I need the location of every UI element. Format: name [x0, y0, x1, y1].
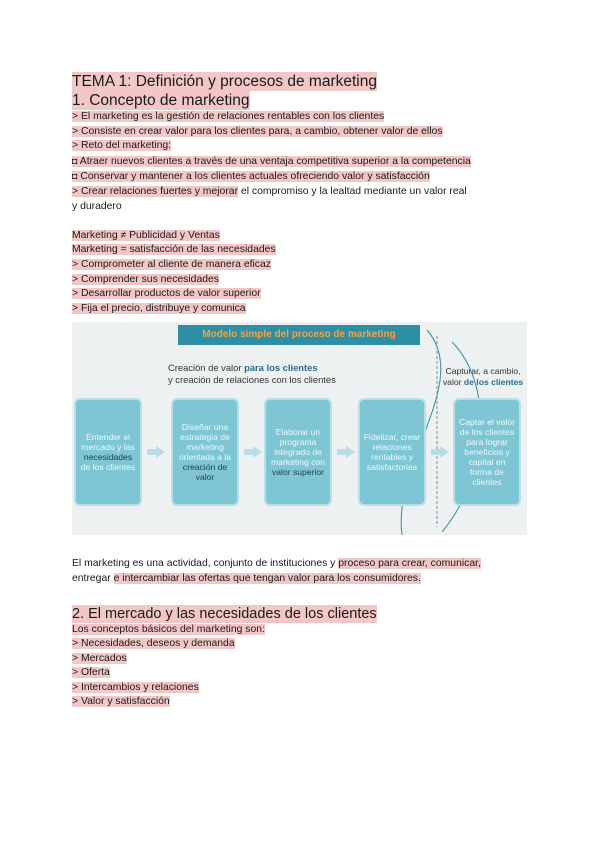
list-item: > Intercambios y relaciones: [72, 681, 199, 693]
concept-line: > Reto del marketing:: [72, 140, 172, 152]
arrow-icon: [253, 446, 262, 458]
definition-line: Marketing = satisfacción de las necesidades: [72, 244, 276, 256]
concept-line: > Consiste en crear valor para los clientes para, a cambio, obtener valor de ellos: [72, 125, 443, 137]
arrow-icon: [346, 446, 355, 458]
bullet-item: Atraer nuevos clientes a través de una ventaja competitiva superior a la competencia: [79, 155, 471, 167]
paragraph-text: entregar: [72, 572, 114, 584]
list-item: > Comprometer al cliente de manera eficaz: [72, 258, 271, 270]
list-item: > Valor y satisfacción: [72, 696, 170, 708]
diagram-title: Modelo simple del proceso de marketing: [178, 325, 420, 345]
create-value-caption: Creación de valor para los clientes y creación de relaciones con los clientes: [168, 362, 336, 386]
section-2-heading: 2. El mercado y las necesidades de los clientes: [72, 605, 377, 622]
list-item: > Necesidades, deseos y demanda: [72, 638, 235, 650]
list-item: > Comprender sus necesidades: [72, 273, 219, 285]
arrow-icon: [337, 449, 346, 455]
concept-line: > El marketing es la gestión de relaciones rentables con los clientes: [72, 111, 385, 122]
concept-line: > Crear relaciones fuertes y mejorar: [72, 185, 239, 197]
process-step-2: Diseñar una estrategia de marketing orientada a la creación de valor: [171, 398, 239, 506]
arrow-icon: [147, 449, 156, 455]
process-step-1: Entender el mercado y las necesidades de los clientes: [74, 398, 142, 506]
arrow-icon: [244, 449, 253, 455]
capture-value-caption: Capturar, a cambio, valor de los clientes: [442, 366, 524, 388]
definition-line: Marketing ≠ Publicidad y Ventas: [72, 229, 220, 241]
bullet-icon: ◘: [72, 171, 78, 182]
concept-line-cont: el compromiso y la lealtad mediante un valor real: [238, 185, 467, 197]
paragraph-text: El marketing es una actividad, conjunto de instituciones y: [72, 558, 339, 570]
marketing-process-diagram: [72, 322, 527, 535]
process-step-3: Elaborar un programa integrado de marketing con valor superior: [264, 398, 332, 506]
document-page: [72, 72, 532, 710]
process-step-5: Captar el valor de los clientes para lograr beneficios y capital en forma de clientes: [453, 398, 521, 506]
concept-line-cont: y duradero: [72, 200, 122, 212]
list-item: > Fija el precio, distribuye y comunica: [72, 302, 246, 314]
list-item: > Desarrollar productos de valor superior: [72, 288, 261, 300]
process-step-4: Fidelizar, crear relaciones rentables y satisfactorias: [358, 398, 426, 506]
list-item: > Oferta: [72, 667, 110, 679]
section-2-intro: Los conceptos básicos del marketing son:: [72, 623, 265, 635]
arrow-icon: [156, 446, 165, 458]
arrow-icon: [440, 446, 449, 458]
paragraph-highlight: proceso para crear, comunicar,: [338, 558, 481, 570]
list-item: > Mercados: [72, 652, 127, 664]
arrow-icon: [431, 449, 440, 455]
bullet-icon: ◘: [72, 155, 78, 166]
document-title: TEMA 1: Definición y procesos de marketing: [72, 73, 377, 90]
bullet-item: Conservar y mantener a los clientes actuales ofreciendo valor y satisfacción: [80, 171, 430, 183]
section-1-heading: 1. Concepto de marketing: [72, 92, 250, 109]
paragraph-highlight: e intercambiar las ofertas que tengan valor para los consumidores.: [113, 572, 421, 584]
